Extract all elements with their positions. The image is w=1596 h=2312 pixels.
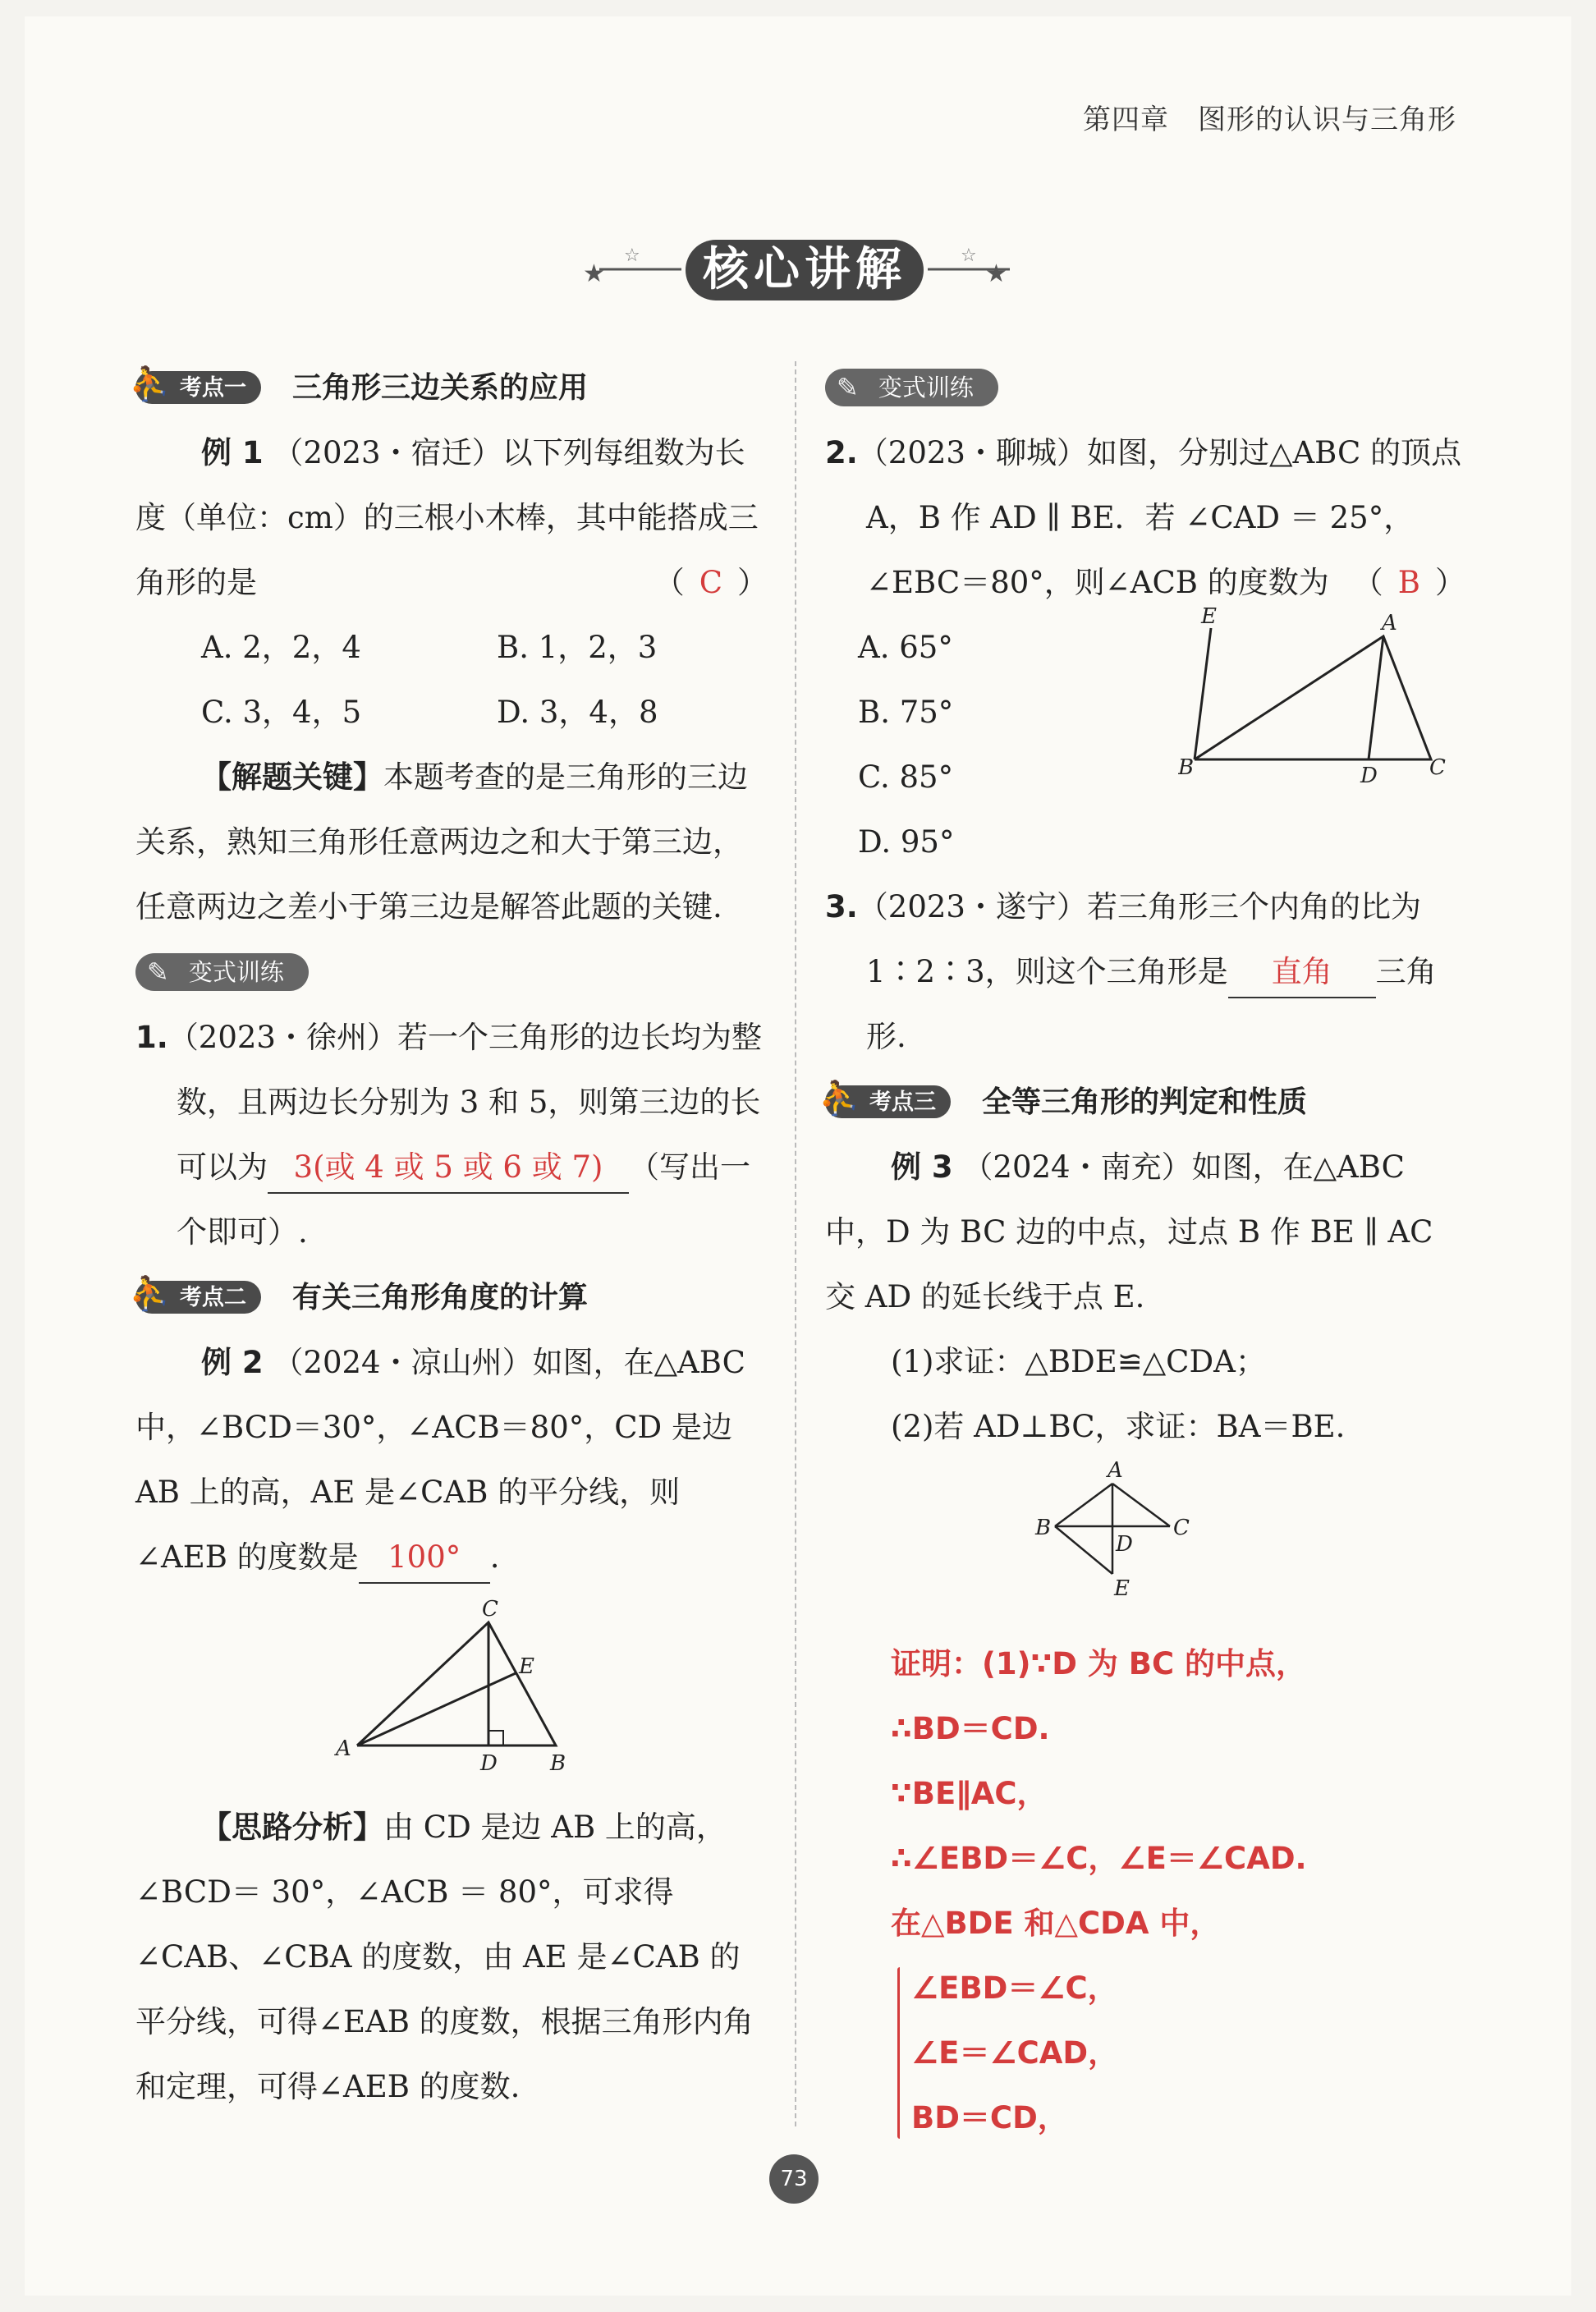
figure-3 xyxy=(1022,1459,1268,1623)
question-answer: 直角 xyxy=(1228,947,1376,998)
question-2-choices-area xyxy=(825,604,1465,874)
proof-brace-system xyxy=(825,1956,1465,2150)
example-text: 以下列每组数为长度（单位：cm）的三根小木棒，其中能搭成三角形的是 xyxy=(135,435,759,600)
figure-3-area xyxy=(825,1459,1465,1631)
example-3-part-2: (2)若 AD⊥BC，求证：BA＝BE. xyxy=(891,1409,1346,1444)
topic-header-1 xyxy=(129,355,768,420)
proof-line: ∴∠EBD＝∠C，∠E＝∠CAD. xyxy=(891,1841,1307,1876)
fig1-label-c: C xyxy=(482,1598,498,1622)
key-point xyxy=(135,745,768,939)
question-source: （2023・遂宁） xyxy=(857,889,1087,924)
choice-d: D. 3，4，8 xyxy=(497,695,658,730)
topic-badge-label: 考点一 xyxy=(180,374,246,401)
question-text-after: 三角形. xyxy=(866,954,1437,1054)
example-answer: 100° xyxy=(359,1533,490,1584)
proof-line: ∴BD＝CD. xyxy=(891,1711,1050,1746)
book-pencil-icon: ✎ xyxy=(837,371,859,403)
fig1-label-b: B xyxy=(550,1751,566,1776)
question-text: 若一个三角形的边长均为整数，且两边长分别为 3 和 5，则第三边的长可以为 xyxy=(177,1020,762,1185)
question-number: 1. xyxy=(135,1020,168,1055)
fig2-label-a: A xyxy=(1382,611,1397,635)
question-answer: B xyxy=(1397,565,1420,600)
topic-header-3 xyxy=(819,1069,1465,1135)
svg-text:☆: ☆ xyxy=(961,245,977,266)
example-2 xyxy=(135,1330,768,1590)
example-3 xyxy=(825,1135,1465,1329)
analysis-label: 【思路分析】 xyxy=(201,1810,383,1845)
book-pencil-icon: ✎ xyxy=(147,956,169,988)
figure-2 xyxy=(1178,603,1457,792)
topic-badge-label: 考点二 xyxy=(180,1284,246,1310)
proof-line: 在△BDE 和△CDA 中， xyxy=(891,1906,1221,1941)
example-label: 例 2 xyxy=(201,1345,264,1380)
fig1-label-d: D xyxy=(480,1751,498,1776)
fig3-label-c: C xyxy=(1173,1516,1190,1540)
example-1 xyxy=(135,420,768,615)
example-source: （2024・凉山州） xyxy=(273,1345,533,1380)
topic-badge-2 xyxy=(129,1275,261,1314)
fig2-label-e: E xyxy=(1201,604,1217,629)
figure-1-area xyxy=(135,1590,768,1795)
fig3-label-e: E xyxy=(1114,1576,1130,1601)
proof-brace-line: BD＝CD， xyxy=(911,2100,1068,2135)
left-column xyxy=(129,355,768,2119)
section-banner xyxy=(575,236,1034,310)
variant-badge-label: 变式训练 xyxy=(188,957,284,986)
person-star-icon: ⛹ xyxy=(129,365,170,403)
paren-open: （ xyxy=(654,565,685,600)
topic-badge-label: 考点三 xyxy=(869,1089,936,1115)
example-label: 例 1 xyxy=(201,435,264,470)
fig2-label-b: B xyxy=(1178,755,1195,780)
choice-a: A. 2，2，4 xyxy=(201,630,361,665)
figure-1 xyxy=(332,1598,710,1778)
page-number: 73 xyxy=(769,2154,819,2204)
key-label: 【解题关键】 xyxy=(201,759,383,795)
question-source: （2023・徐州） xyxy=(167,1020,397,1055)
example-1-choices xyxy=(135,615,768,745)
choice-d: D. 95° xyxy=(858,824,955,860)
svg-text:★: ★ xyxy=(583,259,605,288)
fig1-label-e: E xyxy=(519,1654,534,1679)
banner-title: 核心讲解 xyxy=(686,240,924,300)
example-source: （2023・宿迁） xyxy=(273,435,502,470)
question-source: （2023・聊城） xyxy=(857,435,1087,470)
topic-title-3: 全等三角形的判定和性质 xyxy=(982,1085,1308,1119)
choice-c: C. 85° xyxy=(858,759,954,795)
proof xyxy=(825,1631,1465,2150)
chapter-header: 第四章 图形的认识与三角形 xyxy=(1083,103,1456,136)
fig2-label-c: C xyxy=(1429,755,1446,780)
question-answer: 3(或 4 或 5 或 6 或 7) xyxy=(268,1143,629,1194)
choice-a: A. 65° xyxy=(858,630,953,665)
column-divider xyxy=(795,361,796,2126)
analysis xyxy=(135,1795,768,2119)
proof-brace-line: ∠EBD＝∠C， xyxy=(911,1970,1118,2006)
variant-header-1 xyxy=(135,939,768,1005)
example-answer: C xyxy=(699,565,722,600)
key-text: 本题考查的是三角形的三边关系，熟知三角形任意两边之和大于第三边，任意两边之差小于第三边是解答此题的关键. xyxy=(135,759,748,924)
example-3-part-1: (1)求证：△BDE≌△CDA； xyxy=(891,1344,1266,1379)
question-number: 3. xyxy=(825,889,858,924)
variant-header-2 xyxy=(825,355,1465,420)
variant-badge-2 xyxy=(825,369,998,406)
fig3-label-b: B xyxy=(1035,1516,1052,1540)
variant-badge-1 xyxy=(135,953,309,991)
choice-c: C. 3，4，5 xyxy=(201,695,362,730)
fig2-label-d: D xyxy=(1360,764,1378,788)
paren-open: （ xyxy=(1352,565,1383,600)
topic-header-2 xyxy=(129,1264,768,1330)
example-source: （2024・南充） xyxy=(962,1149,1192,1185)
question-3 xyxy=(825,874,1465,1069)
example-label: 例 3 xyxy=(891,1149,953,1185)
analysis-text: 由 CD 是边 AB 上的高，∠BCD＝ 30°，∠ACB ＝ 80°，可求得∠CAB、∠CBA 的度数，由 AE 是∠CAB 的平分线，可得∠EAB 的度数，根据三角形内角和定理，可得∠AEB 的度数. xyxy=(135,1810,754,2104)
fig3-label-d: D xyxy=(1116,1532,1133,1557)
example-text: 如图，在△ABC 中，D 为 BC 边的中点，过点 B 作 BE ∥ AC 交 AD 的延长线于点 E. xyxy=(825,1149,1433,1314)
question-1 xyxy=(135,1005,768,1264)
fig1-label-a: A xyxy=(336,1736,351,1761)
person-star-icon: ⛹ xyxy=(129,1275,170,1313)
proof-brace-line: ∠E＝∠CAD， xyxy=(911,2035,1119,2071)
example-text-after: . xyxy=(489,1539,500,1575)
question-text: 若三角形三个内角的比为 1∶2∶3，则这个三角形是 xyxy=(866,889,1421,989)
choice-b: B. 1，2，3 xyxy=(497,630,658,665)
question-2 xyxy=(825,420,1465,615)
proof-line: 证明：(1)∵D 为 BC 的中点， xyxy=(891,1646,1307,1681)
paren-close: ） xyxy=(1435,565,1465,600)
question-text-after: （写出一个即可）. xyxy=(177,1149,750,1250)
fig3-label-a: A xyxy=(1108,1459,1123,1483)
answer-paren xyxy=(589,550,768,615)
topic-title-1: 三角形三边关系的应用 xyxy=(292,370,589,405)
paren-close: ） xyxy=(737,565,768,600)
example-text: 如图，在△ABC 中，∠BCD＝30°，∠ACB＝80°，CD 是边 AB 上的高，AE 是∠CAB 的平分线，则∠AEB 的度数是 xyxy=(135,1345,745,1575)
topic-badge-1 xyxy=(129,365,261,404)
question-number: 2. xyxy=(825,435,858,470)
svg-text:☆: ☆ xyxy=(624,245,640,266)
right-column xyxy=(819,355,1465,2150)
person-star-icon: ⛹ xyxy=(819,1080,860,1117)
question-text: 如图，分别过△ABC 的顶点 A，B 作 AD ∥ BE．若 ∠CAD ＝ 25°，∠EBC＝80°，则∠ACB 的度数为 xyxy=(866,435,1462,600)
topic-title-2: 有关三角形角度的计算 xyxy=(292,1280,589,1314)
choice-b: B. 75° xyxy=(858,695,954,730)
svg-text:★: ★ xyxy=(985,259,1007,288)
variant-badge-label: 变式训练 xyxy=(878,373,974,401)
topic-badge-3 xyxy=(819,1080,951,1118)
proof-line: ∵BE∥AC， xyxy=(891,1776,1048,1811)
